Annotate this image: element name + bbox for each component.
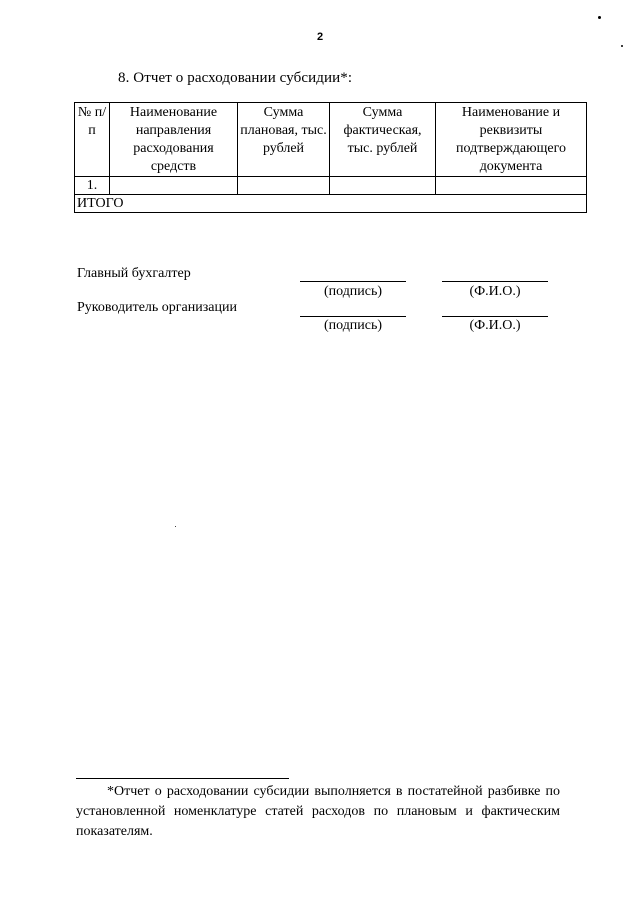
chief-accountant-label: Главный бухгалтер [77, 266, 191, 281]
head-of-organization-label: Руководитель организации [77, 300, 237, 315]
subsidy-report-table [74, 102, 587, 213]
scan-speck [175, 526, 176, 527]
name-caption: (Ф.И.О.) [469, 318, 521, 333]
signature-line [300, 281, 406, 282]
footnote-rule [76, 778, 289, 779]
table-total-row [75, 195, 587, 213]
page-number: 2 [316, 31, 324, 43]
footnote: *Отчет о расходовании субсидии выполняется в постатейной разбивке по установленной номенклатуре статей расходов по плановым и фактическим показателям. [76, 784, 560, 839]
header-document: Наименование и реквизиты подтверждающего документа [436, 103, 587, 177]
name-line [442, 316, 548, 317]
header-direction: Наименование направления расходования средств [110, 103, 238, 177]
table-row [75, 177, 587, 195]
header-planned-sum: Сумма плановая, тыс. рублей [238, 103, 330, 177]
table-cell: 1. [75, 177, 110, 195]
scan-speck [621, 45, 623, 47]
signature-caption: (подпись) [323, 318, 383, 333]
table-cell [110, 177, 238, 195]
total-label: ИТОГО [75, 195, 587, 213]
header-actual-sum: Сумма фактическая, тыс. рублей [330, 103, 436, 177]
section-title: 8. Отчет о расходовании субсидии*: [118, 70, 353, 86]
signature-line [300, 316, 406, 317]
table-cell [330, 177, 436, 195]
signature-caption: (подпись) [323, 284, 383, 299]
header-number: № п/п [75, 103, 110, 177]
table-header-row [75, 103, 587, 177]
scan-speck [598, 16, 601, 19]
table-cell [436, 177, 587, 195]
name-caption: (Ф.И.О.) [469, 284, 521, 299]
name-line [442, 281, 548, 282]
table-cell [238, 177, 330, 195]
